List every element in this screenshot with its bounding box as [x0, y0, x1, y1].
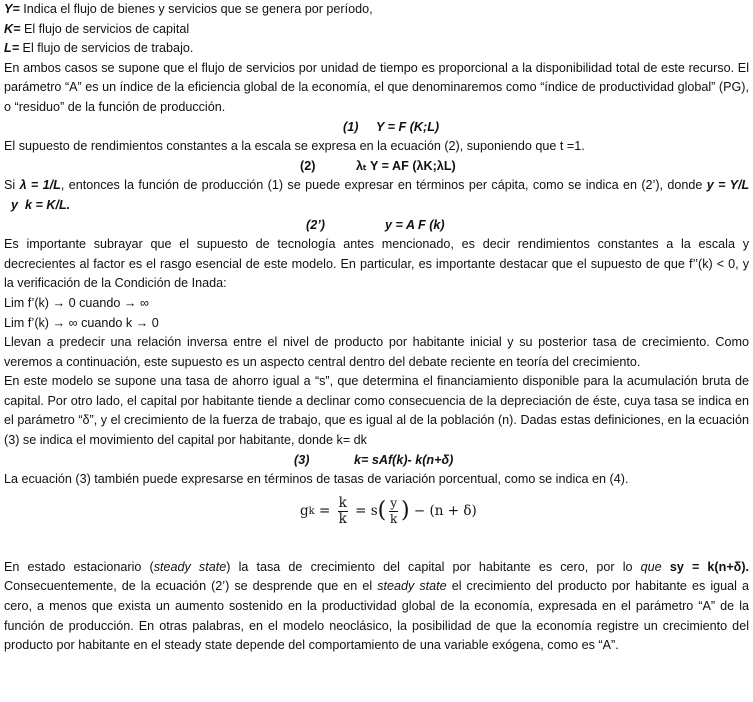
equation-2-prime [4, 216, 749, 236]
lambda-definition: λ = 1/L [19, 178, 61, 193]
text-run: En estado estacionario ( [4, 559, 154, 574]
text-run: , entonces la función de producción (1) se puede expresar en términos per cápita, como se indica en (2’), donde [60, 178, 707, 193]
equation-4-formula [4, 490, 749, 536]
text-run: el crecimiento del producto por habitante es igual a cero, a menos que exista un aumento sostenido en la productividad global de la economía, expresada en el parámetro “A” de la función de producción. En otras palabras, en el modelo neoclásico, la posibilidad de que la economía registre un crecimiento del producto por habitante en el steady state depende del comportamiento de una variable exógena, como es “A”. [4, 579, 749, 653]
equation-1-expr: Y = F (K;L) [376, 119, 440, 134]
fraction-k-over-k [338, 496, 348, 527]
fraction-1-numerator: k [338, 494, 347, 511]
equation-3-expr: k= sAf(k)- k(n+δ) [354, 452, 454, 467]
equation-2-prime-number: (2’) [306, 217, 325, 232]
def-k-label: K= [4, 21, 21, 36]
paragraph-ahorro: En este modelo se supone una tasa de ahorro igual a “s”, que determina el financiamiento disponible para la acumulación bruta de capital. Por otro lado, el capital por habitante tiende a declinar como consecuencia de la depreciación de éste, cuya tasa se indica en el parámetro “δ”, y el crecimiento de la fuerza de trabajo, que es igual al de la población (n). Dadas estas definiciones, en la ecuación (3) se indica el movimiento del capital por habitante, donde k= dk [4, 374, 749, 448]
text-run: y [4, 197, 25, 212]
formula-equals-s: = s [350, 502, 378, 519]
text-run [662, 560, 670, 574]
equation-2-number: (2) [300, 158, 316, 173]
definition-k [4, 20, 749, 40]
formula-rest: − (n + δ) [409, 502, 477, 519]
text-run: Consecuentemente, de la ecuación (2’) se desprende que en el [4, 579, 378, 594]
fraction-y-over-k [389, 496, 398, 527]
equation-3-number: (3) [294, 452, 310, 467]
italic-term: steady state [377, 579, 447, 594]
paragraph-per-capita [4, 176, 749, 215]
equation-1 [4, 118, 749, 138]
equation-1-number: (1) [343, 119, 359, 134]
def-l-text: El flujo de servicios de trabajo. [19, 41, 194, 56]
definition-l [4, 39, 749, 59]
def-l-label: L= [4, 41, 20, 56]
fraction-2-denominator: k [389, 511, 398, 526]
paragraph-recursos: En ambos casos se supone que el flujo de servicios por unidad de tiempo es proporcional a la disponibilidad total de este recurso. El parámetro “A” es un índice de la eficiencia global de la economía, el que denominaremos como “índice de productividad global” (PG), o “residuo” de la función de producción. [4, 60, 749, 114]
left-paren: ( [377, 498, 387, 524]
steady-state-condition: sy = k(n+δ). [669, 559, 750, 574]
italic-term: steady state [153, 559, 227, 574]
paragraph-tecnologia: Es importante subrayar que el supuesto de tecnología antes mencionado, es decir rendimientos constantes a la escala y decrecientes al factor es el rasgo esencial de este modelo. En particular, es importante destacar que el supuesto de que f’’(k) < 0, y la verificación de la Condición de Inada: [4, 237, 749, 291]
paragraph-tasas: La ecuación (3) también puede expresarse en términos de tasas de variación porcentual, como se indica en (4). [4, 472, 629, 487]
definition-y [4, 0, 749, 20]
formula-lhs-subscript: k [308, 505, 315, 517]
equation-2-expr: λₜ Y = AF (λK;λL) [356, 158, 456, 173]
y-definition: y = Y/L [706, 178, 749, 193]
text-run: Si [4, 178, 20, 193]
equation-2-prime-expr: y = A F (k) [385, 217, 445, 232]
spacer [4, 536, 749, 558]
paragraph-rendimientos: El supuesto de rendimientos constantes a la escala se expresa en la ecuación (2), suponiendo que t =1. [4, 139, 585, 154]
k-definition: k = K/L. [25, 197, 71, 212]
def-k-text: El flujo de servicios de capital [20, 21, 190, 36]
italic-term: que [640, 559, 662, 574]
fraction-1-denominator: k [338, 510, 347, 527]
limit-2: Lim f’(k) → ∞ cuando k → 0 [4, 315, 159, 330]
def-y-label: Y= [4, 2, 20, 16]
limit-1: Lim f’(k) → 0 cuando → ∞ [4, 295, 149, 310]
text-run: ) la tasa de crecimiento del capital por habitante es cero, por lo [226, 559, 641, 574]
right-paren: ) [401, 498, 410, 524]
paragraph-steady-state [4, 558, 749, 656]
equation-3 [4, 451, 749, 471]
fraction-2-numerator: y [390, 495, 398, 510]
formula-lhs: g [300, 502, 309, 519]
equation-2 [4, 157, 749, 177]
formula-equals: = [314, 502, 335, 519]
def-y-text: Indica el flujo de bienes y servicios que se genera por período, [19, 2, 373, 16]
paragraph-prediccion: Llevan a predecir una relación inversa entre el nivel de producto por habitante inicial y su posterior tasa de crecimiento. Como veremos a continuación, este supuesto es un aspecto central dentro del debate reciente en teoría del crecimiento. [4, 335, 749, 369]
